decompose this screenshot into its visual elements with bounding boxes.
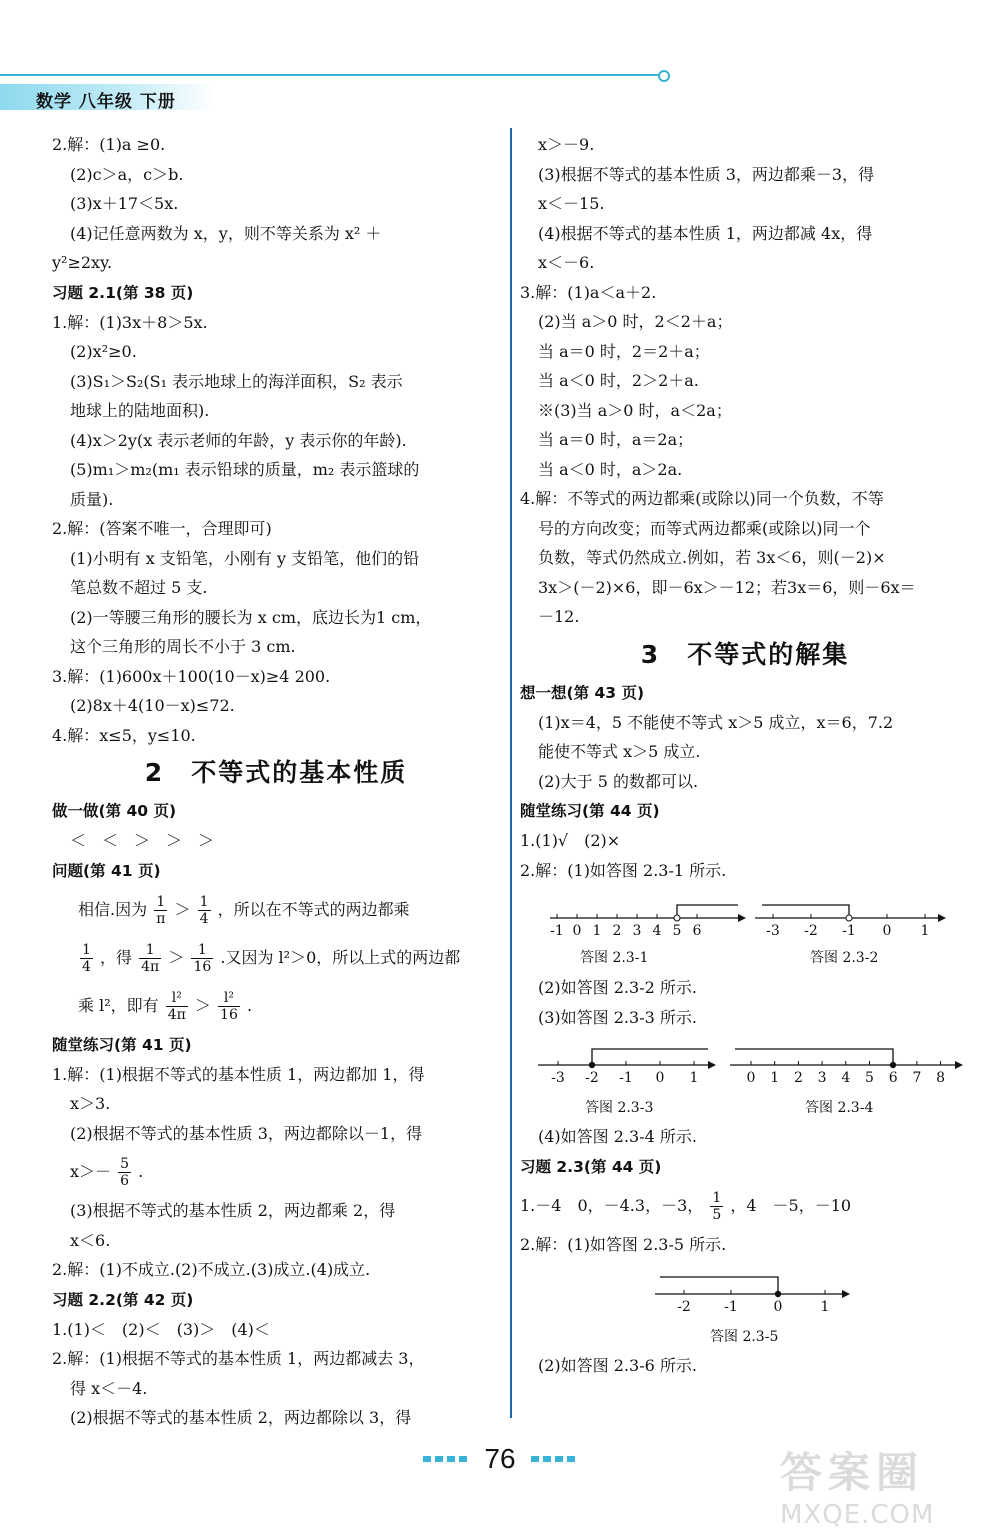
page-header (0, 70, 680, 115)
text-run: . (138, 1162, 144, 1181)
answer-line: (2)大于 5 的数都可以. (538, 771, 699, 791)
watermark-text: 答案圈 (780, 1448, 925, 1497)
figure-caption: 答图 2.3-4 (805, 1100, 874, 1116)
text-run: 相信.因为 (78, 899, 148, 919)
figure-caption: 答图 2.3-3 (585, 1100, 654, 1116)
answer-line: (4)记任意两数为 x，y，则不等关系为 x² ＋ (70, 223, 382, 243)
left-column (52, 130, 500, 1433)
denominator: π (156, 910, 166, 927)
answer-line: 号的方向改变；而等式两边都乘(或除以)同一个 (538, 518, 871, 538)
number-line-figure-row-2 (520, 1032, 965, 1122)
tick-label: -2 (585, 1070, 599, 1086)
header-rule (0, 74, 660, 76)
answer-line: 2.解：(1)a ≥0. (52, 135, 166, 154)
answer-line: ※(3)当 a＞0 时，a＜2a； (538, 400, 732, 420)
answer-line: (2)如答图 2.3-6 所示. (538, 1356, 697, 1375)
denominator: 16 (193, 958, 212, 975)
subsection-heading: 想一想(第 43 页) (520, 683, 645, 702)
answer-line: 1.(1)＜ (2)＜ (3)＞ (4)＜ (52, 1319, 270, 1339)
solution-ray (660, 1277, 778, 1294)
tick-label: -3 (551, 1070, 565, 1086)
answer-line: 能使不等式 x＞5 成立. (538, 742, 701, 761)
tick-label: 2 (612, 923, 622, 939)
open-point (674, 915, 680, 921)
tick-label: 1 (689, 1070, 699, 1086)
footer-decoration-right (531, 1456, 577, 1462)
axis-arrow (938, 914, 946, 922)
number-line-2-3-5 (655, 1277, 850, 1345)
tick-label: -2 (677, 1299, 691, 1315)
subsection-heading: 习题 2.3(第 44 页) (520, 1157, 662, 1176)
number-line-2-3-1 (550, 905, 746, 966)
answer-line: (2)根据不等式的基本性质 3，两边都除以－1，得 (70, 1123, 423, 1143)
denominator: 4 (199, 910, 209, 927)
tick-label: 5 (672, 923, 682, 939)
answer-line: x＞－9. (538, 135, 595, 154)
answer-line: (2)当 a＞0 时，2＜2＋a； (538, 312, 733, 331)
closed-point (775, 1291, 781, 1297)
numerator: l² (218, 990, 240, 1007)
tick-label: 8 (936, 1070, 946, 1086)
numerator: 1 (191, 942, 213, 959)
section-title: 3 不等式的解集 (640, 639, 850, 669)
column-divider (510, 128, 512, 1418)
text-run: ，4 －5，－10 (730, 1195, 852, 1215)
tick-label: 6 (888, 1070, 898, 1086)
denominator: 4π (141, 958, 160, 975)
tick-label: 4 (652, 923, 662, 939)
answer-line: 2.解：(1)如答图 2.3-5 所示. (520, 1234, 727, 1254)
answer-line: 4.解：不等式的两边都乘(或除以)同一个负数，不等 (520, 489, 884, 508)
answer-line: 1.(1)√ (2)× (520, 831, 621, 850)
answer-line: 3.解：(1)600x＋100(10－x)≥4 200. (52, 666, 331, 686)
fraction (198, 894, 211, 927)
number-line-figure-row-3 (520, 1259, 965, 1351)
answer-line: 3x＞(－2)×6，即－6x＞－12；若3x＝6，则－6x＝ (538, 577, 916, 597)
text-run: ＞ (168, 947, 185, 967)
tick-label: -1 (619, 1070, 633, 1086)
answer-line: (3)如答图 2.3-3 所示. (538, 1007, 697, 1027)
subsection-heading: 随堂练习(第 41 页) (52, 1035, 192, 1054)
text-run: 1.－4 0，－4.3，－3， (520, 1195, 704, 1215)
answer-line (520, 1182, 970, 1230)
answer-line: ＜ ＜ ＞ ＞ ＞ (70, 831, 215, 850)
text-run: .又因为 l²＞0，所以上式的两边都 (220, 947, 461, 967)
answer-line: 3.解：(1)a＜a＋2. (520, 282, 657, 302)
answer-line: y²≥2xy. (52, 253, 113, 272)
tick-label: 2 (793, 1070, 803, 1086)
answer-line: 地球上的陆地面积). (70, 401, 210, 420)
subsection-heading: 问题(第 41 页) (52, 861, 161, 880)
fraction (710, 1190, 723, 1223)
denominator: 6 (120, 1173, 130, 1189)
tick-label: 1 (770, 1070, 780, 1086)
answer-line: 4.解：x≤5，y≤10. (52, 725, 196, 745)
text-run: . (246, 995, 253, 1015)
answer-line: (4)x＞2y(x 表示老师的年龄，y 表示你的年龄). (70, 430, 407, 450)
watermark-logo (780, 1440, 995, 1530)
answer-line: (5)m₁＞m₂(m₁ 表示铅球的质量，m₂ 表示篮球的 (70, 460, 420, 479)
answer-line: (2)c＞a，c＞b. (70, 164, 184, 184)
page-number: 76 (484, 1443, 516, 1474)
answer-line: (2)8x＋4(10－x)≤72. (70, 696, 235, 715)
answer-line: x＜6. (70, 1230, 111, 1250)
fraction (139, 942, 161, 975)
answer-line (52, 886, 500, 934)
text-run: 乘 l²，即有 (78, 995, 159, 1015)
figure-caption: 答图 2.3-5 (710, 1329, 779, 1345)
answer-line: －12. (538, 607, 580, 626)
number-line-2-3-4 (730, 1049, 963, 1116)
tick-label: 5 (865, 1070, 874, 1086)
tick-label: 3 (817, 1070, 827, 1086)
answer-line: 当 a＜0 时，2＞2＋a. (538, 371, 699, 390)
answer-line: (3)x＋17＜5x. (70, 194, 179, 213)
subsection-heading: 习题 2.2(第 42 页) (52, 1290, 194, 1309)
number-line-2-3-3 (538, 1049, 716, 1116)
answer-line: 笔总数不超过 5 支. (70, 578, 208, 597)
answer-line (52, 1148, 500, 1196)
fraction (118, 1156, 131, 1189)
numerator: 1 (82, 941, 91, 958)
fraction (218, 990, 240, 1023)
number-line-2-3-2 (755, 905, 946, 966)
answer-line: 2.解：(答案不唯一，合理即可) (52, 519, 272, 538)
fraction (154, 894, 167, 927)
tick-label: 0 (655, 1070, 665, 1086)
solution-ray (592, 1049, 708, 1065)
fraction (80, 942, 93, 975)
numerator: l² (166, 990, 188, 1007)
answer-line: x＜－15. (538, 194, 605, 213)
answer-line: (2)一等腰三角形的腰长为 x cm，底边长为1 cm， (70, 607, 432, 627)
answer-line: 负数，等式仍然成立.例如，若 3x＜6，则(－2)× (538, 548, 886, 567)
numerator: 1 (154, 894, 167, 911)
book-title: 数学 八年级 下册 (36, 92, 176, 112)
denominator: 5 (712, 1206, 722, 1223)
numerator: 1 (139, 942, 161, 959)
tick-label: -3 (766, 923, 780, 939)
answer-line (52, 982, 500, 1030)
figure-caption: 答图 2.3-1 (580, 950, 649, 966)
answer-line: (3)根据不等式的基本性质 2，两边都乘 2，得 (70, 1201, 396, 1220)
subsection-heading: 习题 2.1(第 38 页) (52, 283, 194, 302)
number-line-figure-row-1 (520, 885, 960, 973)
tick-label: -2 (804, 923, 818, 939)
answer-line: (2)x²≥0. (70, 342, 137, 361)
answer-line: (1)x＝4，5 不能使不等式 x＞5 成立，x＝6，7.2 (538, 712, 894, 732)
answer-line: 得 x＜－4. (70, 1378, 148, 1398)
answer-line: (3)S₁＞S₂(S₁ 表示地球上的海洋面积，S₂ 表示 (70, 371, 403, 391)
axis-arrow (708, 1061, 716, 1069)
numerator: 1 (199, 893, 209, 910)
fraction (191, 942, 213, 975)
denominator: 16 (220, 1006, 238, 1023)
answer-line: 2.解：(1)如答图 2.3-1 所示. (520, 860, 727, 880)
answer-line: 1.解：(1)3x＋8＞5x. (52, 312, 208, 332)
answer-line: 当 a＝0 时，a＝2a； (538, 430, 694, 449)
axis-arrow (738, 914, 746, 922)
subsection-heading: 做一做(第 40 页) (52, 802, 177, 820)
tick-label: 1 (592, 923, 602, 939)
tick-label: -1 (550, 923, 564, 939)
answer-line: (4)如答图 2.3-4 所示. (538, 1127, 697, 1146)
answer-line: 当 a＝0 时，2＝2＋a； (538, 341, 710, 361)
text-run: ＞ (174, 899, 191, 919)
right-column (520, 130, 970, 1381)
header-rule-dot (658, 70, 670, 82)
numerator: 5 (120, 1156, 130, 1172)
tick-label: 1 (820, 1299, 830, 1315)
tick-label: 3 (632, 923, 642, 939)
tick-label: -1 (724, 1299, 738, 1315)
subsection-heading: 随堂练习(第 44 页) (520, 802, 660, 820)
tick-label: 7 (912, 1070, 922, 1086)
axis-arrow (842, 1290, 850, 1298)
denominator: 4π (167, 1006, 186, 1023)
closed-point (589, 1062, 595, 1068)
text-run: ＞ (194, 995, 211, 1015)
solution-ray (677, 905, 738, 918)
tick-label: 1 (920, 923, 930, 939)
answer-line: 当 a＜0 时，a＞2a. (538, 459, 683, 479)
text-run: x＞－ (70, 1162, 112, 1181)
tick-label: 0 (746, 1070, 756, 1086)
answer-line: x＞3. (70, 1094, 111, 1113)
watermark-url: MXQE.COM (780, 1500, 935, 1530)
text-run: ，所以在不等式的两边都乘 (217, 899, 410, 919)
answer-line: (3)根据不等式的基本性质 3，两边都乘－3，得 (538, 164, 875, 184)
axis-arrow (955, 1061, 963, 1069)
numerator: 1 (712, 1189, 722, 1206)
tick-label: -1 (842, 923, 856, 939)
answer-line: (2)根据不等式的基本性质 2，两边都除以 3，得 (70, 1408, 412, 1427)
tick-label: 0 (572, 923, 582, 939)
closed-point (890, 1062, 896, 1068)
tick-label: 0 (773, 1299, 783, 1315)
answer-line: (2)如答图 2.3-2 所示. (538, 978, 697, 997)
fraction (166, 990, 188, 1023)
answer-line: 2.解：(1)不成立.(2)不成立.(3)成立.(4)成立. (52, 1260, 371, 1279)
answer-line: (1)小明有 x 支铅笔，小刚有 y 支铅笔，他们的铅 (70, 548, 420, 568)
tick-label: 4 (841, 1070, 851, 1086)
answer-line: (4)根据不等式的基本性质 1，两边都减 4x，得 (538, 223, 873, 243)
tick-label: 6 (692, 923, 702, 939)
open-point (846, 915, 852, 921)
denominator: 4 (82, 958, 91, 975)
answer-line: 质量). (70, 489, 114, 509)
section-title: 2 不等式的基本性质 (144, 758, 408, 787)
solution-ray (762, 905, 849, 918)
answer-line: 这个三角形的周长不小于 3 cm. (70, 637, 296, 656)
figure-caption: 答图 2.3-2 (810, 950, 879, 966)
answer-line: x＜－6. (538, 253, 595, 272)
answer-line: 2.解：(1)根据不等式的基本性质 1，两边都减去 3， (52, 1349, 425, 1368)
answer-line (52, 934, 500, 982)
answer-line: 1.解：(1)根据不等式的基本性质 1，两边都加 1，得 (52, 1064, 425, 1084)
footer-decoration-left (423, 1456, 469, 1462)
text-run: ，得 (100, 947, 133, 967)
tick-label: 0 (882, 923, 892, 939)
